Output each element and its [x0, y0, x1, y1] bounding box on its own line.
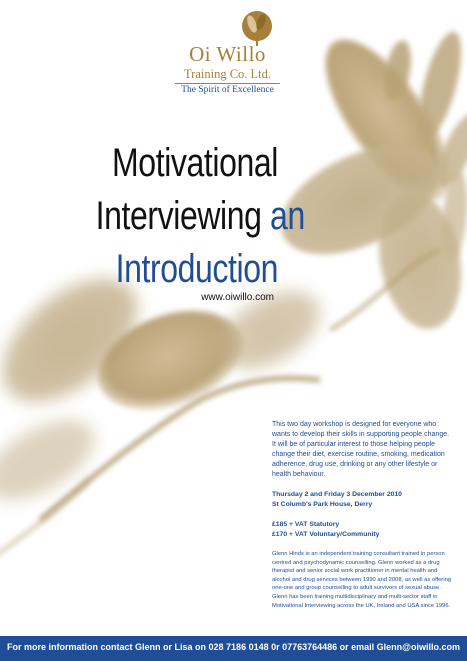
event-dates: Thursday 2 and Friday 3 December 2010 — [272, 491, 402, 498]
title-line-1: Motivational — [112, 141, 278, 185]
title-line-2-main: Interviewing — [95, 194, 262, 238]
brand-subtitle: Training Co. Ltd. — [183, 67, 272, 81]
contact-info[interactable]: For more information contact Glenn or Lisa on 028 7186 0148 0r 07763764486 or email Glenn@oiwillo.com — [7, 642, 460, 652]
footer-bar — [0, 636, 467, 661]
body-column — [272, 420, 454, 610]
title-line-2-highlight: an — [270, 194, 305, 238]
title-line-3: Introduction — [115, 247, 279, 291]
brand-name: Oi Willo — [189, 42, 266, 66]
logo-divider — [175, 83, 280, 84]
title-line-2 — [95, 193, 305, 239]
company-logo — [160, 10, 295, 95]
event-venue: St Columb's Park House, Derry — [272, 501, 373, 508]
website-link[interactable]: www.oiwillo.com — [201, 292, 274, 303]
intro-paragraph: This two day workshop is designed for everyone who wants to develop their skills in supporting people change. It will be of particular interest to those helping people change their diet, exercise routine, smoking, medication adherence, drug use, drinking or any other lifestyle or health behaviour. — [272, 421, 450, 478]
willow-emblem-icon — [240, 10, 274, 46]
price-statutory: £185 + VAT Statutory — [272, 521, 340, 528]
brand-tagline: The Spirit of Excellence — [181, 85, 274, 95]
price-voluntary: £170 + VAT Voluntary/Community — [272, 531, 380, 538]
trainer-bio: Glenn Hinds is an independent training consultant trained in person centred and psychodynamic counselling. Glenn worked as a drug therapist and senior social work practitioner in mental health and alcohol and drug services between 1990 and 2008, as well as offering one-one and group counselling to adult survivors of sexual abuse. Glenn has been training multidisciplinary and multi-sector staff in Motivational Interviewing across the UK, Ireland and USA since 1996. — [272, 551, 452, 609]
